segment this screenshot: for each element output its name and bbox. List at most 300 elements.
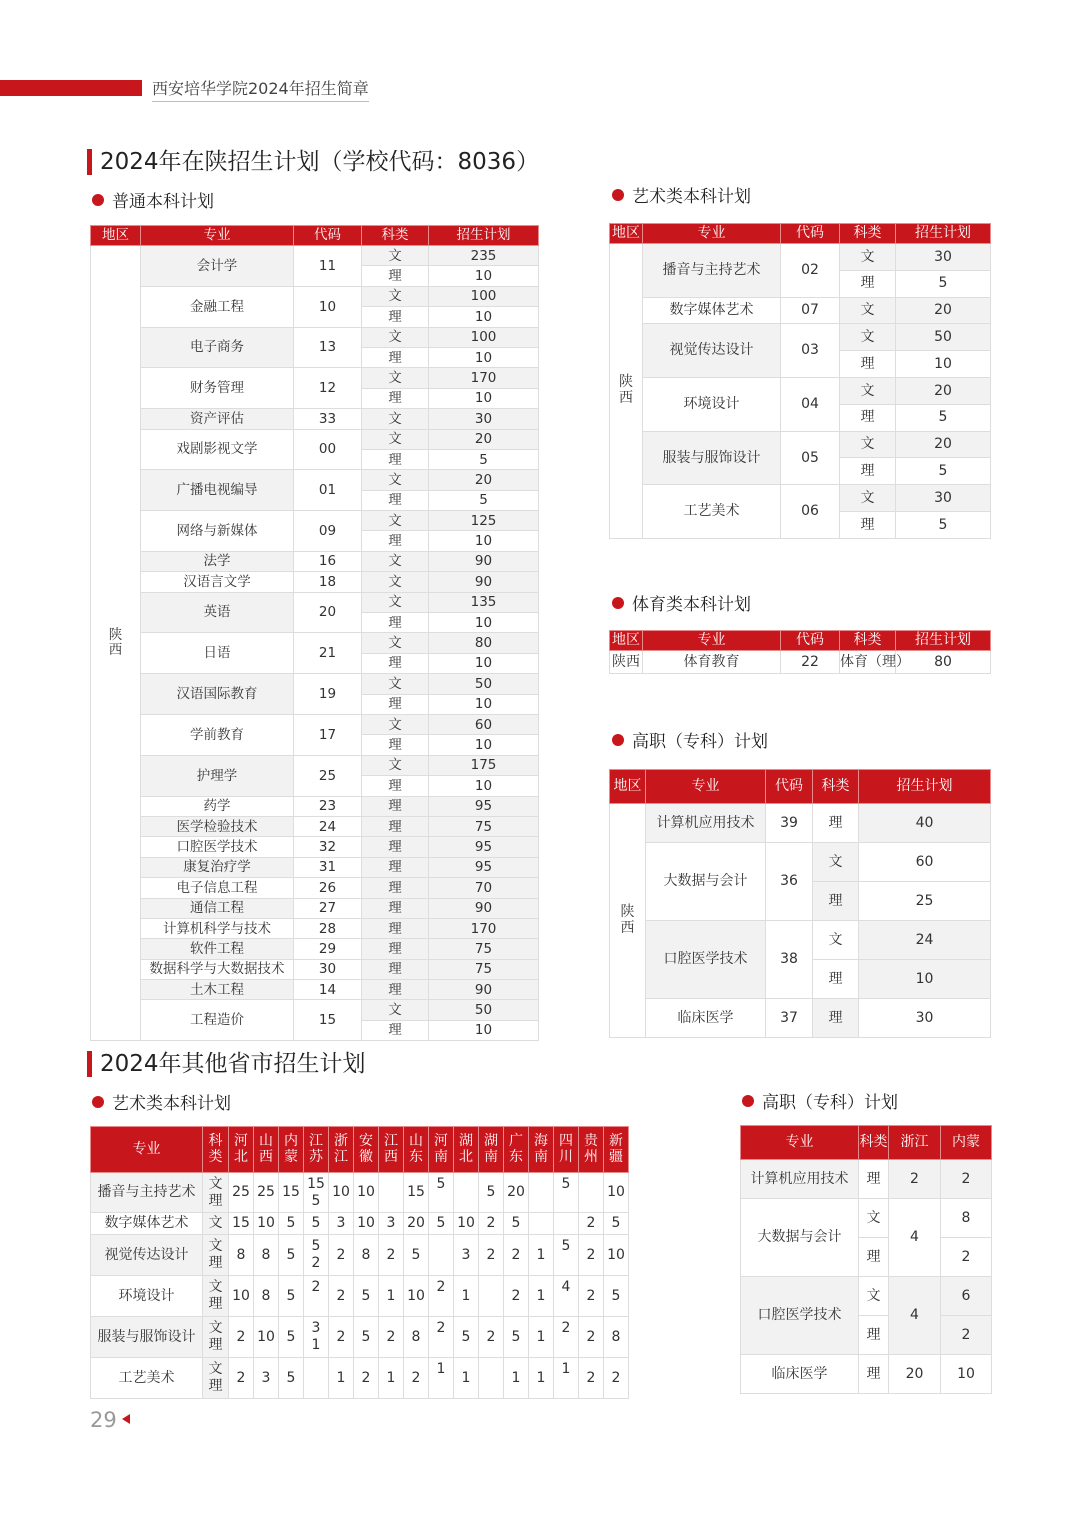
track-cell: 理	[362, 388, 429, 408]
quota-cell: 1	[529, 1317, 554, 1358]
code-cell: 01	[294, 470, 362, 511]
quota-cell: 3	[379, 1213, 404, 1235]
quota-cell: 10	[429, 613, 539, 633]
header-cell: 广东	[504, 1127, 529, 1173]
header-cell: 新疆	[604, 1127, 629, 1173]
track-cell: 理	[813, 960, 859, 999]
track-cell: 文	[362, 633, 429, 653]
quota-cell: 50	[429, 674, 539, 694]
subtitle-sports: 体育类本科计划	[612, 595, 751, 615]
header-accent-bar	[0, 80, 142, 96]
code-cell: 13	[294, 327, 362, 368]
quota-cell: 170	[429, 918, 539, 938]
track-cell: 理	[813, 804, 859, 843]
quota-cell: 10	[604, 1235, 629, 1276]
quota-cell: 5	[279, 1276, 304, 1317]
header-cell: 浙江	[889, 1126, 941, 1160]
major-cell: 药学	[141, 796, 294, 816]
code-cell: 30	[294, 959, 362, 979]
quota-cell: 100	[429, 286, 539, 306]
code-cell: 32	[294, 837, 362, 857]
code-cell: 22	[781, 651, 840, 674]
quota-cell: 30	[859, 999, 991, 1038]
code-cell: 19	[294, 674, 362, 715]
track-cell: 理	[362, 816, 429, 836]
header-cell: 代码	[781, 631, 840, 651]
track-cell: 理	[362, 307, 429, 327]
track-cell: 理	[362, 449, 429, 469]
quota-cell: 5	[279, 1358, 304, 1399]
track-cell: 文 理	[203, 1235, 229, 1276]
track-cell: 理	[840, 511, 896, 538]
track-cell: 理	[362, 266, 429, 286]
quota-cell: 5	[504, 1213, 529, 1235]
track-cell: 文	[813, 921, 859, 960]
track-cell: 文 理	[203, 1173, 229, 1213]
subtitle-other-art: 艺术类本科计划	[92, 1094, 231, 1114]
track-cell: 文	[362, 246, 429, 266]
quota-cell: 95	[429, 796, 539, 816]
quota-cell: 75	[429, 816, 539, 836]
track-cell: 理	[859, 1355, 889, 1394]
track-cell: 理	[362, 776, 429, 796]
quota-cell: 24	[859, 921, 991, 960]
quota-cell: 10	[429, 266, 539, 286]
code-cell: 37	[766, 999, 813, 1038]
quota-cell: 5	[554, 1173, 579, 1213]
track-cell: 文	[362, 409, 429, 429]
region-cell: 陕西	[610, 651, 643, 674]
major-cell: 数字媒体艺术	[91, 1213, 203, 1235]
quota-cell: 60	[429, 714, 539, 734]
quota-cell: 10	[354, 1173, 379, 1213]
quota-cell: 25	[859, 882, 991, 921]
code-cell: 00	[294, 429, 362, 470]
code-cell: 16	[294, 551, 362, 571]
track-cell: 理	[840, 404, 896, 431]
quota-cell: 10	[429, 531, 539, 551]
quota-cell: 1	[504, 1358, 529, 1399]
header-cell: 专业	[646, 770, 766, 804]
track-cell: 体育（理）	[840, 651, 896, 674]
track-cell: 理	[362, 531, 429, 551]
code-cell: 04	[781, 377, 840, 431]
major-cell: 环境设计	[91, 1276, 203, 1317]
track-cell: 理	[362, 347, 429, 367]
track-cell: 文	[203, 1213, 229, 1235]
quota-cell: 6	[941, 1277, 992, 1316]
major-cell: 服装与服饰设计	[643, 431, 781, 485]
major-cell: 汉语国际教育	[141, 674, 294, 715]
quota-cell	[304, 1358, 329, 1399]
quota-cell: 10	[429, 776, 539, 796]
code-cell: 15	[294, 1000, 362, 1041]
code-cell: 20	[294, 592, 362, 633]
header-cell: 专业	[741, 1126, 859, 1160]
track-cell: 理	[362, 694, 429, 714]
major-cell: 临床医学	[646, 999, 766, 1038]
major-cell: 电子信息工程	[141, 878, 294, 898]
major-cell: 服装与服饰设计	[91, 1317, 203, 1358]
quota-cell: 3	[454, 1235, 479, 1276]
quota-cell: 2	[379, 1235, 404, 1276]
track-cell: 理	[840, 458, 896, 485]
quota-cell: 5	[454, 1317, 479, 1358]
track-cell: 文	[362, 674, 429, 694]
quota-cell: 95	[429, 837, 539, 857]
quota-cell: 2	[479, 1213, 504, 1235]
track-cell: 文	[362, 755, 429, 775]
quota-cell: 2	[429, 1317, 454, 1358]
quota-cell: 2	[479, 1317, 504, 1358]
code-cell: 39	[766, 804, 813, 843]
quota-cell: 2	[579, 1358, 604, 1399]
track-cell: 理	[362, 939, 429, 959]
track-cell: 文	[362, 470, 429, 490]
code-cell: 02	[781, 244, 840, 298]
quota-cell: 1	[454, 1276, 479, 1317]
track-cell: 理	[840, 270, 896, 297]
quota-cell: 8	[941, 1199, 992, 1238]
quota-cell	[479, 1358, 504, 1399]
header-cell: 代码	[766, 770, 813, 804]
quota-cell: 2	[329, 1276, 354, 1317]
header-cell: 招生计划	[896, 631, 991, 651]
header-cell: 科类	[840, 631, 896, 651]
code-cell: 07	[781, 297, 840, 324]
quota-cell: 10	[229, 1276, 254, 1317]
major-cell: 医学检验技术	[141, 816, 294, 836]
header-cell: 湖北	[454, 1127, 479, 1173]
quota-cell: 90	[429, 551, 539, 571]
quota-cell: 5	[404, 1235, 429, 1276]
quota-cell: 40	[859, 804, 991, 843]
quota-cell	[529, 1173, 554, 1213]
major-cell: 通信工程	[141, 898, 294, 918]
header-cell: 地区	[610, 770, 646, 804]
track-cell: 理	[859, 1316, 889, 1355]
quota-cell: 5	[429, 1173, 454, 1213]
quota-cell: 8	[229, 1235, 254, 1276]
header-cell: 山西	[254, 1127, 279, 1173]
major-cell: 会计学	[141, 246, 294, 287]
quota-cell: 20	[404, 1213, 429, 1235]
quota-cell: 10	[429, 307, 539, 327]
quota-cell: 10	[454, 1213, 479, 1235]
quota-cell: 1	[529, 1358, 554, 1399]
major-cell: 金融工程	[141, 286, 294, 327]
quota-cell: 60	[859, 843, 991, 882]
header-cell: 招生计划	[859, 770, 991, 804]
quota-cell: 80	[896, 651, 991, 674]
quota-cell: 10	[896, 351, 991, 378]
quota-cell: 1	[454, 1358, 479, 1399]
code-cell: 25	[294, 755, 362, 796]
quota-cell: 2	[379, 1317, 404, 1358]
track-cell: 文	[840, 485, 896, 512]
quota-cell: 3 1	[304, 1317, 329, 1358]
quota-cell: 8	[604, 1317, 629, 1358]
header-cell: 科类	[840, 224, 896, 244]
header-cell: 江西	[379, 1127, 404, 1173]
quota-cell: 2	[941, 1238, 992, 1277]
major-cell: 计算机应用技术	[646, 804, 766, 843]
quota-cell: 10	[404, 1276, 429, 1317]
quota-cell: 2	[604, 1358, 629, 1399]
track-cell: 理	[362, 857, 429, 877]
code-cell: 12	[294, 368, 362, 409]
track-cell: 文	[813, 843, 859, 882]
quota-cell: 125	[429, 511, 539, 531]
header-cell: 海南	[529, 1127, 554, 1173]
quota-cell: 10	[329, 1173, 354, 1213]
header-cell: 招生计划	[896, 224, 991, 244]
quota-cell: 5	[429, 1213, 454, 1235]
quota-cell: 20	[429, 470, 539, 490]
major-cell: 日语	[141, 633, 294, 674]
code-cell: 21	[294, 633, 362, 674]
track-cell: 理	[813, 882, 859, 921]
quota-cell: 1	[379, 1276, 404, 1317]
region-cell: 陕西	[610, 804, 646, 1038]
quota-cell: 15	[404, 1173, 429, 1213]
quota-cell: 90	[429, 980, 539, 1000]
track-cell: 文	[362, 368, 429, 388]
quota-cell: 5	[554, 1235, 579, 1276]
code-cell: 33	[294, 409, 362, 429]
quota-cell: 2	[354, 1358, 379, 1399]
major-cell: 网络与新媒体	[141, 511, 294, 552]
quota-cell: 50	[429, 1000, 539, 1020]
quota-cell: 2	[579, 1317, 604, 1358]
header-title: 西安培华学院2024年招生简章	[152, 76, 369, 102]
quota-cell: 75	[429, 959, 539, 979]
quota-cell: 10	[859, 960, 991, 999]
quota-cell: 5	[354, 1276, 379, 1317]
quota-cell: 2	[304, 1276, 329, 1317]
major-cell: 英语	[141, 592, 294, 633]
regular-plan-table	[90, 225, 539, 1041]
quota-cell: 20	[896, 297, 991, 324]
major-cell: 康复治疗学	[141, 857, 294, 877]
header-cell: 专业	[91, 1127, 203, 1173]
track-cell: 文 理	[203, 1358, 229, 1399]
major-cell: 工艺美术	[643, 485, 781, 539]
header-cell: 浙江	[329, 1127, 354, 1173]
major-cell: 电子商务	[141, 327, 294, 368]
code-cell: 10	[294, 286, 362, 327]
quota-cell: 175	[429, 755, 539, 775]
quota-cell: 90	[429, 898, 539, 918]
code-cell: 31	[294, 857, 362, 877]
quota-cell	[479, 1276, 504, 1317]
major-cell: 广播电视编导	[141, 470, 294, 511]
track-cell: 文	[362, 592, 429, 612]
quota-cell: 8	[254, 1235, 279, 1276]
track-cell: 理	[362, 878, 429, 898]
major-cell: 资产评估	[141, 409, 294, 429]
quota-cell: 5	[429, 449, 539, 469]
quota-cell: 30	[896, 485, 991, 512]
quota-cell: 10	[429, 735, 539, 755]
header-cell: 内蒙	[279, 1127, 304, 1173]
major-cell: 土木工程	[141, 980, 294, 1000]
track-cell: 文 理	[203, 1317, 229, 1358]
quota-cell: 25	[254, 1173, 279, 1213]
header-cell: 专业	[643, 224, 781, 244]
major-cell: 临床医学	[741, 1355, 859, 1394]
art-plan-table	[609, 223, 991, 539]
quota-cell: 2	[479, 1235, 504, 1276]
header-cell: 四川	[554, 1127, 579, 1173]
major-cell: 计算机科学与技术	[141, 918, 294, 938]
quota-cell: 75	[429, 939, 539, 959]
quota-cell: 10	[429, 694, 539, 714]
header-cell: 代码	[294, 226, 362, 246]
major-cell: 软件工程	[141, 939, 294, 959]
sports-plan-table	[609, 630, 991, 674]
code-cell: 14	[294, 980, 362, 1000]
track-cell: 理	[859, 1160, 889, 1199]
subtitle-art: 艺术类本科计划	[612, 187, 751, 207]
header-cell: 江苏	[304, 1127, 329, 1173]
track-cell: 文	[840, 324, 896, 351]
quota-cell: 30	[896, 244, 991, 271]
quota-cell: 235	[429, 246, 539, 266]
quota-cell: 2	[504, 1235, 529, 1276]
quota-cell: 1	[554, 1358, 579, 1399]
quota-cell: 15	[279, 1173, 304, 1213]
quota-cell: 2	[329, 1317, 354, 1358]
quota-cell: 2	[579, 1235, 604, 1276]
quota-cell: 20	[896, 377, 991, 404]
quota-cell: 2	[889, 1160, 941, 1199]
quota-cell: 20	[504, 1173, 529, 1213]
track-cell: 文	[362, 572, 429, 592]
region-cell: 陕西	[91, 246, 141, 1041]
quota-cell	[429, 1235, 454, 1276]
track-cell: 文	[840, 377, 896, 404]
quota-cell: 1	[329, 1358, 354, 1399]
header-cell: 河北	[229, 1127, 254, 1173]
quota-cell: 5	[604, 1276, 629, 1317]
quota-cell: 5	[279, 1213, 304, 1235]
quota-cell: 170	[429, 368, 539, 388]
quota-cell: 2	[329, 1235, 354, 1276]
quota-cell: 4	[889, 1199, 941, 1277]
quota-cell: 2	[404, 1358, 429, 1399]
track-cell: 理	[362, 1020, 429, 1040]
major-cell: 学前教育	[141, 714, 294, 755]
major-cell: 工艺美术	[91, 1358, 203, 1399]
quota-cell: 20	[896, 431, 991, 458]
quota-cell: 1	[529, 1276, 554, 1317]
major-cell: 护理学	[141, 755, 294, 796]
quota-cell: 2	[229, 1317, 254, 1358]
quota-cell: 20	[429, 429, 539, 449]
major-cell: 大数据与会计	[741, 1199, 859, 1277]
track-cell: 理	[362, 653, 429, 673]
quota-cell: 8	[254, 1276, 279, 1317]
quota-cell: 15 5	[304, 1173, 329, 1213]
track-cell: 文	[362, 551, 429, 571]
quota-cell	[379, 1173, 404, 1213]
header-cell: 湖南	[479, 1127, 504, 1173]
track-cell: 理	[362, 959, 429, 979]
track-cell: 文	[362, 286, 429, 306]
quota-cell: 5	[896, 458, 991, 485]
major-cell: 戏剧影视文学	[141, 429, 294, 470]
code-cell: 23	[294, 796, 362, 816]
track-cell: 文	[840, 431, 896, 458]
header-cell: 招生计划	[429, 226, 539, 246]
quota-cell: 20	[889, 1355, 941, 1394]
major-cell: 财务管理	[141, 368, 294, 409]
code-cell: 27	[294, 898, 362, 918]
quota-cell: 2	[504, 1276, 529, 1317]
code-cell: 03	[781, 324, 840, 378]
quota-cell: 80	[429, 633, 539, 653]
quota-cell: 2	[579, 1213, 604, 1235]
track-cell: 文	[362, 429, 429, 449]
vocational-plan-table	[609, 769, 991, 1038]
major-cell: 口腔医学技术	[141, 837, 294, 857]
major-cell: 视觉传达设计	[643, 324, 781, 378]
header-cell: 贵州	[579, 1127, 604, 1173]
quota-cell: 5	[896, 511, 991, 538]
code-cell: 36	[766, 843, 813, 921]
quota-cell: 5	[304, 1213, 329, 1235]
quota-cell	[454, 1173, 479, 1213]
track-cell: 理	[813, 999, 859, 1038]
header-cell: 代码	[781, 224, 840, 244]
header-cell: 科类	[362, 226, 429, 246]
quota-cell: 10	[429, 347, 539, 367]
code-cell: 05	[781, 431, 840, 485]
quota-cell: 10	[941, 1355, 992, 1394]
other-vocational-plan-table	[740, 1125, 992, 1394]
quota-cell: 5	[896, 404, 991, 431]
header-cell: 地区	[610, 224, 643, 244]
track-cell: 文	[840, 244, 896, 271]
quota-cell: 1	[429, 1358, 454, 1399]
quota-cell: 1	[379, 1358, 404, 1399]
track-cell: 理	[362, 837, 429, 857]
region-cell: 陕西	[610, 244, 643, 539]
track-cell: 文	[362, 714, 429, 734]
code-cell: 28	[294, 918, 362, 938]
header-cell: 专业	[141, 226, 294, 246]
quota-cell: 4	[889, 1277, 941, 1355]
quota-cell: 70	[429, 878, 539, 898]
header-cell: 河南	[429, 1127, 454, 1173]
track-cell: 文	[859, 1277, 889, 1316]
quota-cell: 2	[429, 1276, 454, 1317]
quota-cell: 2	[941, 1316, 992, 1355]
code-cell: 26	[294, 878, 362, 898]
quota-cell: 5	[479, 1173, 504, 1213]
code-cell: 18	[294, 572, 362, 592]
quota-cell: 5	[354, 1317, 379, 1358]
header-cell: 科类	[203, 1127, 229, 1173]
track-cell: 理	[362, 918, 429, 938]
subtitle-other-vocational: 高职（专科）计划	[742, 1093, 898, 1113]
track-cell: 文	[362, 511, 429, 531]
quota-cell: 5	[429, 490, 539, 510]
major-cell: 工程造价	[141, 1000, 294, 1041]
section-title-other: 2024年其他省市招生计划	[87, 1051, 366, 1077]
major-cell: 法学	[141, 551, 294, 571]
